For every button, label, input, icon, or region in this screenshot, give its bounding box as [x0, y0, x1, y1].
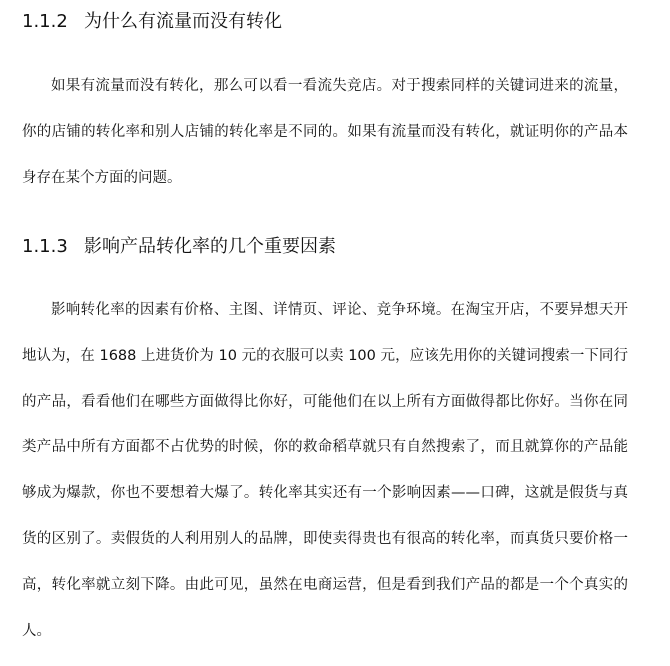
section-heading-1-1-3: [22, 235, 336, 259]
section-number: 1.1.3: [22, 236, 68, 257]
section-title: 影响产品转化率的几个重要因素: [84, 236, 336, 257]
section-paragraph-1-1-2: 如果有流量而没有转化，那么可以看一看流失竞店。对于搜索同样的关键词进来的流量，你的店铺的转化率和别人店铺的转化率是不同的。如果有流量而没有转化，就证明你的产品本身存在某个方面的问题。: [22, 78, 628, 186]
section-title: 为什么有流量而没有转化: [84, 11, 282, 32]
section-number: 1.1.2: [22, 11, 68, 32]
section-paragraph-1-1-3: 影响转化率的因素有价格、主图、详情页、评论、竞争环境。在淘宝开店，不要异想天开地认为，在 1688 上进货价为 10 元的衣服可以卖 100 元，应该先用你的关键词搜索一下同行的产品，看看他们在哪些方面做得比你好，可能他们在以上所有方面做得都比你好。当你在同类产品中所有方面都不占优势的时候，你的救命稻草就只有自然搜索了，而且就算你的产品能够成为爆款，你也不要想着大爆了。转化率其实还有一个影响因素——口碑，这就是假货与真货的区别了。卖假货的人利用别人的品牌，即使卖得贵也有很高的转化率，而真货只要价格一高，转化率就立刻下降。由此可见，虽然在电商运营，但是看到我们产品的都是一个个真实的人。: [22, 302, 628, 639]
section-heading-1-1-2: [22, 10, 282, 34]
